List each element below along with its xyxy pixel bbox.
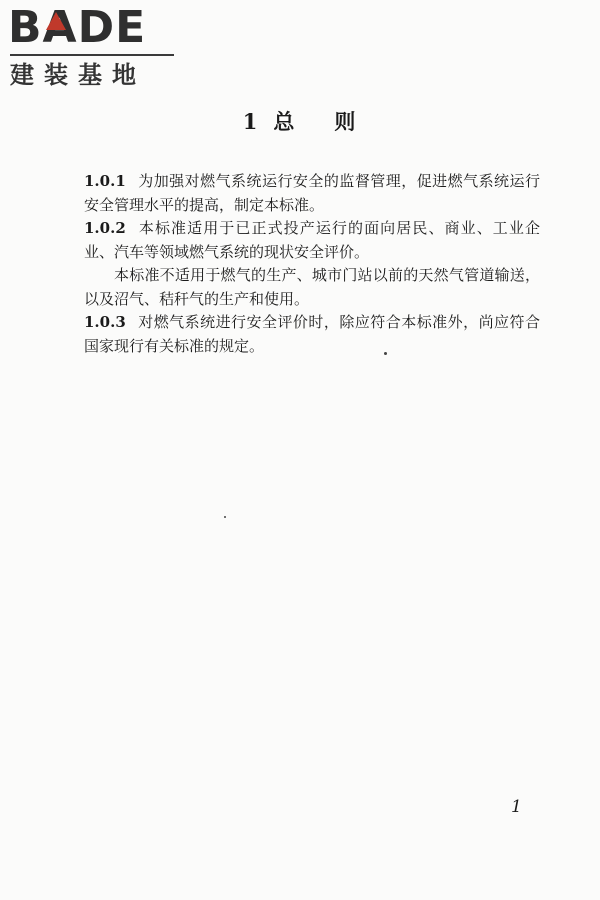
clause-text: 为加强对燃气系统运行安全的监督管理，促进燃气系统运行安全管理水平的提高，制定本标准。 (84, 172, 540, 214)
chapter-title-part2: 则 (334, 109, 358, 134)
chapter-title (0, 108, 600, 136)
clause-number: 1.0.2 (84, 219, 126, 237)
clause-text: 本标准适用于已正式投产运行的面向居民、商业、工业企业、汽车等领域燃气系统的现状安全评价。 (84, 219, 540, 261)
chapter-number: 1 (242, 109, 260, 134)
page-number: 1 (511, 797, 522, 817)
clause-text: 对燃气系统进行安全评价时，除应符合本标准外，尚应符合国家现行有关标准的规定。 (84, 313, 540, 355)
logo-subtitle: 建装基地 (10, 61, 146, 89)
bade-logo (8, 4, 178, 94)
clause-paragraph (84, 170, 540, 217)
clause-number: 1.0.1 (84, 172, 126, 190)
clause-paragraph (84, 264, 540, 311)
logo-accent-triangle (46, 12, 66, 30)
scan-speck (384, 352, 387, 355)
clause-text: 本标准不适用于燃气的生产、城市门站以前的天然气管道输送，以及沼气、秸秆气的生产和使用。 (84, 266, 540, 308)
chapter-body (84, 170, 540, 358)
chapter-title-part1: 总 (273, 109, 297, 134)
scan-speck (224, 516, 226, 518)
logo-mark: BADE (8, 2, 147, 53)
logo-divider (10, 54, 174, 56)
clause-paragraph (84, 311, 540, 358)
clause-paragraph (84, 217, 540, 264)
clause-number: 1.0.3 (84, 313, 126, 331)
